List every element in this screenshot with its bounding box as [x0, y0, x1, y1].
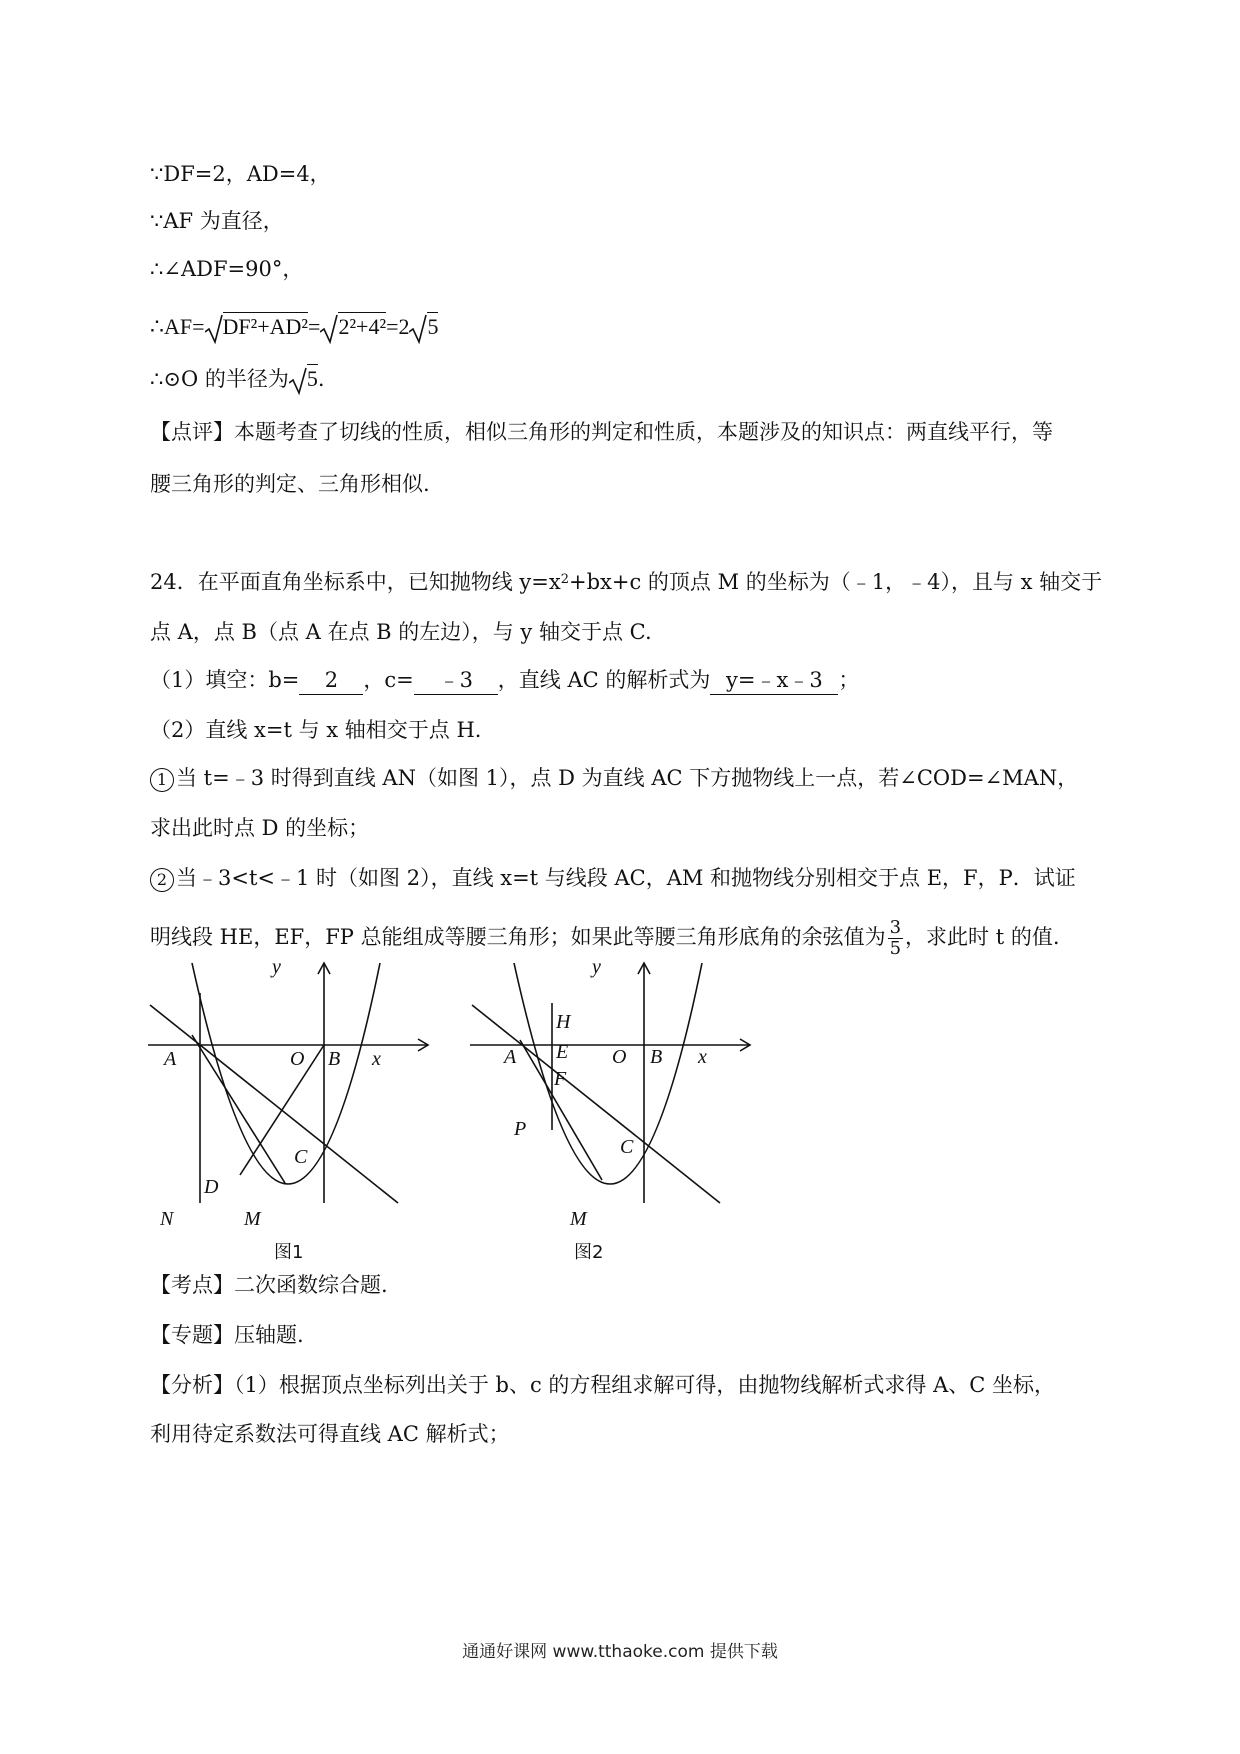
text: ∵DF=2，AD=4， — [150, 162, 331, 186]
q24-line-3 — [150, 666, 859, 695]
label-p: P — [514, 1118, 527, 1140]
solution-line-1 — [150, 160, 331, 188]
label-b: B — [328, 1048, 341, 1070]
sqrt-radicand-3: 5 — [427, 314, 439, 339]
text: 【考点】二次函数综合题. — [150, 1273, 388, 1297]
text: 当 t=﹣3 时得到直线 AN（如图 1），点 D 为直线 AC 下方抛物线上一点，若∠COD=∠MAN， — [176, 766, 1079, 790]
text: 【分析】（1）根据顶点坐标列出关于 b、c 的方程组求解可得，由抛物线解析式求得 A、C 坐标， — [150, 1373, 1055, 1397]
text: +bx+c 的顶点 M 的坐标为（﹣1，﹣4），且与 x 轴交于 — [568, 570, 1103, 594]
figure-1 — [140, 955, 440, 1225]
sqrt-radicand-1: DF²+AD² — [222, 314, 309, 339]
line-od — [240, 1045, 324, 1175]
q24-line-1 — [150, 568, 1102, 596]
q24-line-8 — [150, 918, 1060, 959]
q24-line-5 — [150, 764, 1078, 792]
sqrt-radicand: 5 — [306, 366, 318, 391]
label-b: B — [650, 1046, 663, 1068]
radius-prefix: ∴⊙O 的半径为 — [150, 367, 289, 391]
label-y: y — [272, 956, 281, 978]
superscript: 2 — [560, 572, 569, 587]
sqrt-sign — [205, 314, 223, 344]
label-a: A — [504, 1046, 517, 1068]
text: 求出此时点 D 的坐标； — [150, 816, 370, 840]
period: . — [317, 367, 325, 391]
label-o: O — [290, 1048, 305, 1070]
label-e: E — [556, 1041, 569, 1063]
label-m: M — [244, 1208, 261, 1225]
q24-line-2 — [150, 618, 652, 646]
figure-2-caption: 图2 — [574, 1242, 604, 1263]
line-am — [192, 1035, 285, 1183]
text: ∵AF 为直径， — [150, 209, 284, 233]
fraction — [888, 918, 903, 959]
text: 点 A，点 B（点 A 在点 B 的左边），与 y 轴交于点 C. — [150, 620, 652, 644]
text: ∴∠ADF=90°， — [150, 257, 304, 281]
equals: = — [308, 314, 321, 339]
solution-line-4 — [150, 313, 438, 344]
text: （2）直线 x=t 与 x 轴相交于点 H. — [150, 718, 482, 742]
sqrt-sign — [320, 314, 338, 344]
fenxi-line-2 — [150, 1420, 510, 1448]
label-n: N — [160, 1208, 174, 1225]
parabola — [192, 963, 380, 1184]
text: 明线段 HE，EF，FP 总能组成等腰三角形；如果此等腰三角形底角的余弦值为 — [150, 925, 886, 949]
label-m: M — [570, 1208, 587, 1225]
text: ，求此时 t 的值. — [905, 925, 1060, 949]
text: ； — [838, 668, 860, 692]
text: ，直线 AC 的解析式为 — [497, 668, 711, 692]
text: 利用待定系数法可得直线 AC 解析式； — [150, 1422, 510, 1446]
label-f: F — [554, 1068, 567, 1090]
kaodian-line — [150, 1271, 388, 1299]
label-d: D — [204, 1176, 219, 1198]
page-footer: 通通好课网 www.tthaoke.com 提供下载 — [462, 1642, 778, 1662]
q24-line-6 — [150, 814, 369, 842]
answer-c: ﹣3 — [414, 666, 498, 695]
comment-line-1 — [150, 418, 1053, 446]
solution-line-2 — [150, 207, 284, 235]
q24-line-7 — [150, 864, 1076, 892]
text: 24．在平面直角坐标系中，已知抛物线 y=x — [150, 570, 561, 594]
text: 【点评】本题考查了切线的性质，相似三角形的判定和性质，本题涉及的知识点：两直线平行，等 — [150, 420, 1053, 444]
fraction-numerator: 3 — [889, 917, 902, 938]
answer-b: 2 — [299, 666, 363, 695]
comment-line-2 — [150, 470, 430, 498]
label-x: x — [698, 1046, 707, 1068]
line-ac — [472, 1005, 720, 1203]
text: 当﹣3<t<﹣1 时（如图 2），直线 x=t 与线段 AC，AM 和抛物线分别相交于点 E，F，P．试证 — [176, 866, 1076, 890]
label-c: C — [620, 1136, 634, 1158]
label-c: C — [294, 1146, 308, 1168]
label-h: H — [556, 1011, 571, 1033]
text: ，c= — [363, 668, 414, 692]
solution-line-3 — [150, 255, 303, 283]
fraction-denominator: 5 — [889, 938, 902, 959]
label-a: A — [164, 1048, 177, 1070]
answer-ac: y=﹣x﹣3 — [710, 666, 838, 695]
figure-2 — [462, 955, 762, 1225]
solution-line-5 — [150, 365, 325, 395]
circled-number: 2 — [150, 868, 174, 892]
sqrt-sign — [409, 314, 427, 344]
sqrt-radicand-2: 2²+4² — [338, 314, 387, 339]
q24-line-4 — [150, 716, 481, 744]
zhuanti-line — [150, 1321, 304, 1349]
sqrt-sign — [289, 367, 307, 395]
figure-1-caption: 图1 — [274, 1242, 304, 1263]
label-x: x — [372, 1048, 381, 1070]
label-o: O — [612, 1046, 627, 1068]
text: 【专题】压轴题. — [150, 1323, 304, 1347]
line-ac — [150, 1005, 398, 1203]
label-y: y — [592, 956, 601, 978]
af-result: =2 — [386, 314, 410, 339]
circled-number: 1 — [150, 768, 174, 792]
text: （1）填空：b= — [150, 668, 300, 692]
af-prefix: ∴AF= — [150, 314, 205, 339]
parabola — [514, 963, 702, 1184]
text: 腰三角形的判定、三角形相似. — [150, 472, 430, 496]
fenxi-line-1 — [150, 1371, 1055, 1399]
